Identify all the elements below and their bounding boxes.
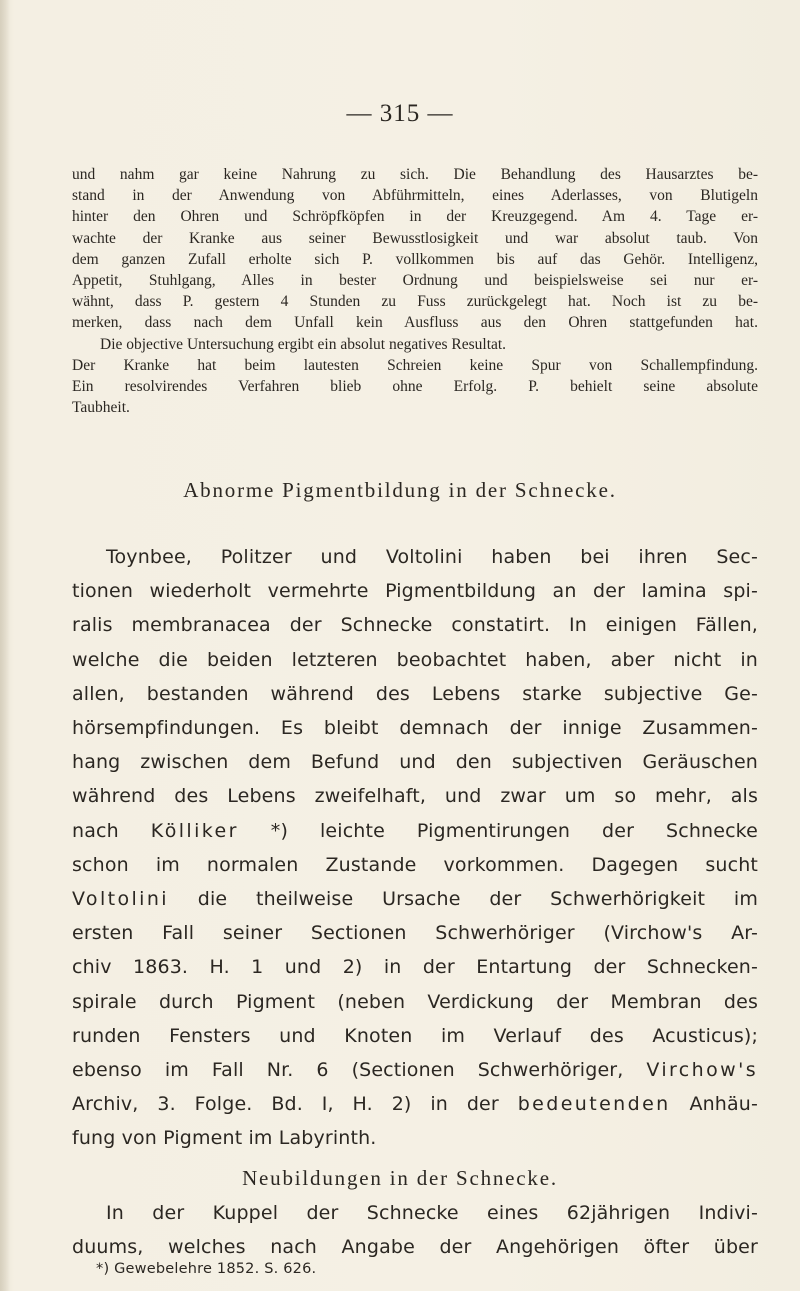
text-line: stand in der Anwendung von Abführmitteln, eines Aderlasses, von Blutigeln bbox=[72, 187, 758, 205]
text-line: und nahm gar keine Nahrung zu sich. Die Behandlung des Hausarztes be- bbox=[72, 166, 758, 183]
text-line: tionen wiederholt vermehrte Pigmentbildung an der lamina spi- bbox=[72, 580, 758, 603]
emphasis: bedeutenden bbox=[517, 1093, 671, 1116]
text-line: Der Kranke hat beim lautesten Schreien keine Spur von Schallempfindung. bbox=[72, 356, 758, 374]
text-line: hinter den Ohren und Schröpfköpfen in der Kreuzgegend. Am 4. Tage er- bbox=[72, 208, 758, 226]
text-line: wachte der Kranke aus seiner Bewusstlosigkeit und war absolut taub. Von bbox=[72, 229, 758, 247]
text-line: chiv 1863. H. 1 und 2) in der Entartung der Schnecken- bbox=[72, 956, 758, 979]
text-line: wähnt, dass P. gestern 4 Stunden zu Fuss zurückgelegt hat. Noch ist zu be- bbox=[72, 293, 758, 311]
footnote: *) Gewebelehre 1852. S. 626. bbox=[96, 1261, 317, 1277]
text-line bbox=[72, 814, 758, 848]
section-heading-pigment: Abnorme Pigmentbildung in der Schnecke. bbox=[183, 478, 617, 502]
text-line: hang zwischen dem Befund und den subjectiven Geräuschen bbox=[72, 751, 758, 774]
binding-shadow bbox=[0, 0, 10, 1291]
section-heading-neoplasms: Neubildungen in der Schnecke. bbox=[242, 1166, 558, 1190]
text-span: ebenso im Fall Nr. 6 (Sectionen Schwerhöriger, bbox=[72, 1059, 647, 1082]
text-span: *) leichte Pigmentirungen der Schnecke bbox=[238, 819, 758, 842]
author-name: Voltolini bbox=[72, 888, 169, 911]
text-line: Taubheit. bbox=[72, 399, 130, 417]
text-line: ersten Fall seiner Sectionen Schwerhöriger (Virchow's Ar- bbox=[72, 922, 758, 945]
case-report-paragraph bbox=[72, 164, 758, 418]
text-line: während des Lebens zweifelhaft, und zwar um so mehr, als bbox=[72, 785, 758, 808]
text-line bbox=[72, 1053, 758, 1087]
text-line: ralis membranacea der Schnecke constatirt. In einigen Fällen, bbox=[72, 614, 758, 637]
text-span: die theilweise Ursache der Schwerhörigkeit im bbox=[168, 888, 758, 911]
text-line: hörsempfindungen. Es bleibt demnach der innige Zusammen- bbox=[72, 717, 758, 740]
text-span: nach bbox=[72, 819, 151, 842]
neoplasm-section-body bbox=[72, 1196, 758, 1264]
author-name: Kölliker bbox=[150, 819, 239, 842]
text-line: dem ganzen Zufall erholte sich P. vollkommen bis auf das Gehör. Intelligenz, bbox=[72, 250, 758, 268]
text-line: schon im normalen Zustande vorkommen. Dagegen sucht bbox=[72, 853, 758, 876]
text-line bbox=[72, 882, 758, 916]
text-line: spirale durch Pigment (neben Verdickung der Membran des bbox=[72, 990, 758, 1013]
text-line: welche die beiden letzteren beobachtet haben, aber nicht in bbox=[72, 648, 758, 671]
text-line: fung von Pigment im Labyrinth. bbox=[72, 1127, 377, 1150]
text-line: allen, bestanden während des Lebens starke subjective Ge- bbox=[72, 682, 758, 705]
text-line: Die objective Untersuchung ergibt ein absolut negatives Resultat. bbox=[100, 335, 507, 353]
author-name: Voltolini bbox=[385, 546, 463, 568]
text-line bbox=[72, 540, 758, 574]
text-line: Ein resolvirendes Verfahren blieb ohne Erfolg. P. behielt seine absolute bbox=[72, 378, 758, 396]
author-name: Virchow's bbox=[646, 1059, 758, 1082]
text-line: In der Kuppel der Schnecke eines 62jährigen Indivi- bbox=[106, 1202, 758, 1224]
text-line: Appetit, Stuhlgang, Alles in bester Ordnung und beispielsweise sei nur er- bbox=[72, 272, 758, 290]
text-span: und bbox=[291, 546, 386, 568]
pigment-section-body bbox=[72, 540, 758, 1156]
text-line: duums, welches nach Angabe der Angehörigen öfter über bbox=[72, 1236, 758, 1259]
text-span: Archiv, 3. Folge. Bd. I, H. 2) in der bbox=[72, 1093, 518, 1116]
text-line: merken, dass nach dem Unfall kein Ausfluss aus den Ohren stattgefunden hat. bbox=[72, 314, 758, 332]
text-span: haben bei ihren Sec- bbox=[462, 546, 758, 568]
text-span: Anhäu- bbox=[670, 1093, 758, 1116]
text-line bbox=[72, 1087, 758, 1121]
author-names: Toynbee, Politzer bbox=[106, 546, 292, 568]
text-line: runden Fensters und Knoten im Verlauf des Acusticus); bbox=[72, 1024, 758, 1047]
page-number: — 315 — bbox=[346, 100, 454, 127]
